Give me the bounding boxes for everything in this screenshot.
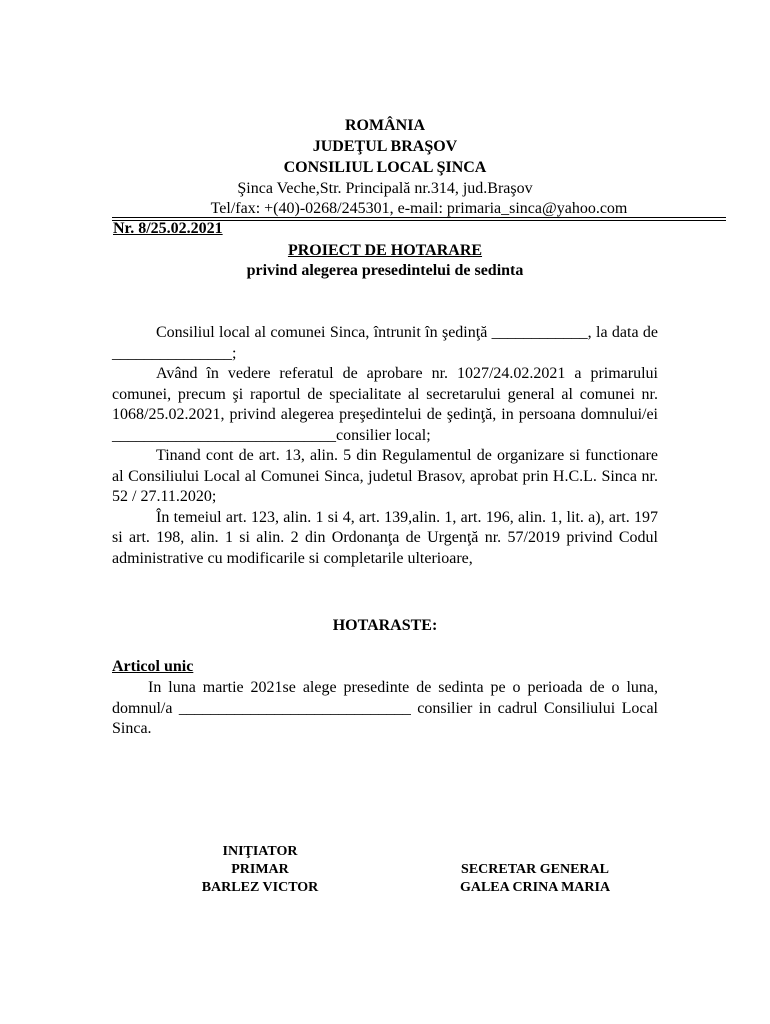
document-header xyxy=(0,115,770,199)
article-title: Articol unic xyxy=(112,658,194,675)
signature-secretary xyxy=(440,861,630,897)
header-country: ROMÂNIA xyxy=(345,117,425,134)
signature-initiator-name: BARLEZ VICTOR xyxy=(201,880,319,895)
preamble-paragraph-regulament: Tinand cont de art. 13, alin. 5 din Regulamentul de organizare si functionare al Consiliului Local al Comunei Sinca, judetul Brasov, aprobat prin H.C.L. Sinca nr. 52 / 27.11.2020; xyxy=(112,447,658,505)
article-text: In luna martie 2021se alege presedinte de sedinta pe o perioada de o luna, domnul/a _____________________________ consilier in cadrul Consiliului Local Sinca. xyxy=(112,679,658,737)
preamble xyxy=(112,323,658,569)
document-subtitle: privind alegerea presedintelui de sedinta xyxy=(246,262,524,279)
header-council: CONSILIUL LOCAL ŞINCA xyxy=(283,159,487,176)
document-title: PROIECT DE HOTARARE xyxy=(287,242,483,259)
preamble-paragraph-referat: Având în vedere referatul de aprobare nr. 1027/24.02.2021 a primarului comunei, precum şi raportul de specialitate al secretarului general al comunei nr. 1068/25.02.2021, privind alegerea preşedintelui de şedinţă, in persoana domnului/ei ____________________________consilier local; xyxy=(112,365,658,444)
signature-initiator xyxy=(180,843,340,897)
article-body xyxy=(112,678,658,740)
signature-secretary-name: GALEA CRINA MARIA xyxy=(459,880,611,895)
document-number: Nr. 8/25.02.2021 xyxy=(113,220,223,237)
header-contact: Tel/fax: +(40)-0268/245301, e-mail: primaria_sinca@yahoo.com xyxy=(210,200,628,217)
signature-initiator-role: INIŢIATOR xyxy=(222,844,298,859)
header-divider-top xyxy=(112,217,726,218)
header-county: JUDEŢUL BRAŞOV xyxy=(312,138,458,155)
preamble-paragraph-temei: În temeiul art. 123, alin. 1 si 4, art. 139,alin. 1, art. 196, alin. 1, lit. a), art. 197 si art. 198, alin. 1 si alin. 2 din Ordonanţa de Urgenţă nr. 57/2019 privind Codul administrative cu modificarile si completarile ulterioare, xyxy=(112,508,658,567)
preamble-paragraph-session: Consiliul local al comunei Sinca, întrunit în şedinţă ____________, la data de _______________; xyxy=(112,324,658,362)
signature-secretary-title: SECRETAR GENERAL xyxy=(461,862,609,877)
header-address: Şinca Veche,Str. Principală nr.314, jud.Braşov xyxy=(237,180,533,197)
decision-heading: HOTARASTE: xyxy=(332,617,438,634)
signature-initiator-title: PRIMAR xyxy=(231,862,289,877)
